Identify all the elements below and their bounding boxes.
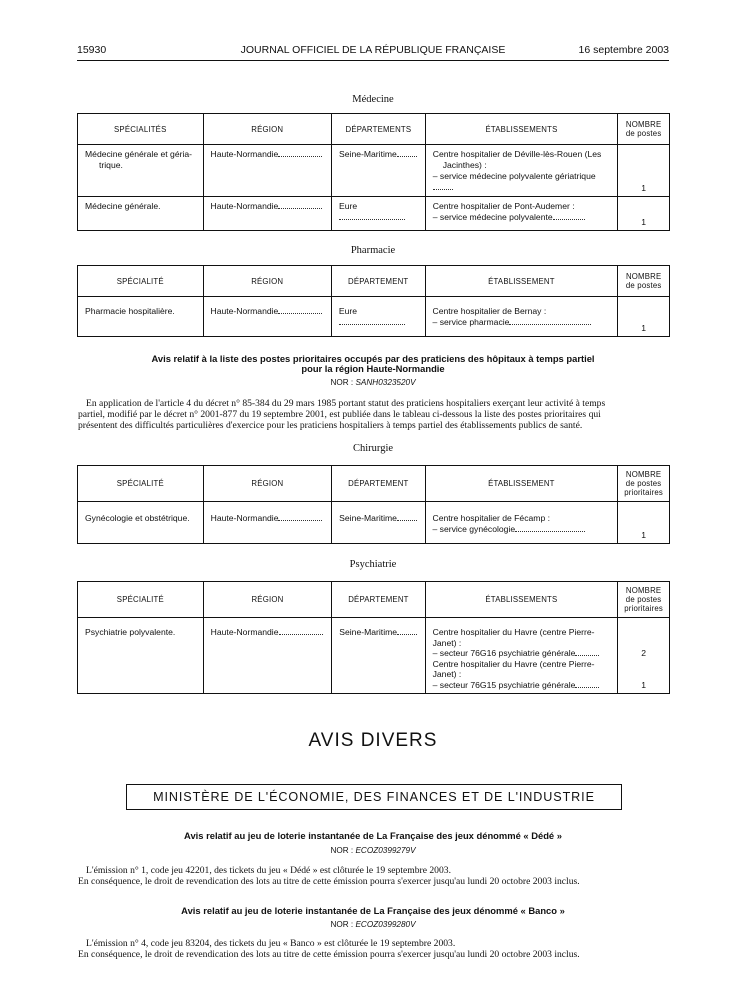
avis-title-postes: Avis relatif à la liste des postes prioritaires occupés par des praticiens des hôpitaux à temps partiel pour la région Haute-Normandie [151, 353, 595, 374]
col-header-etablissements: ÉTABLISSEMENTS [425, 114, 618, 145]
issue-date: 16 septembre 2003 [578, 44, 669, 56]
table-row: Pharmacie hospitalière. Haute-Normandie Eure Centre hospitalier de Bernay : – service pharmacie 1 [78, 297, 670, 337]
region: Haute-Normandie [210, 201, 279, 211]
col-header-region: RÉGION [203, 466, 332, 502]
avis-title-banco: Avis relatif au jeu de loterie instantanée de La Française des jeux dénommé « Banco » [181, 905, 565, 916]
col-header-departement: DÉPARTEMENT [331, 266, 425, 297]
table-row: Gynécologie et obstétrique. Haute-Normandie Seine-Maritime Centre hospitalier de Fécamp : – service gynécologie 1 [78, 502, 670, 544]
poste-count: 1 [641, 183, 647, 193]
etablissement: Centre hospitalier du Havre (centre Pierre-Janet) : [432, 627, 595, 648]
etablissement: Centre hospitalier de Déville-lès-Rouen (Les [432, 149, 602, 159]
table-row: Psychiatrie polyvalente. Haute-Normandie Seine-Maritime Centre hospitalier du Havre (centre Pierre-Janet) : – secteur 76G16 psychiatrie générale Centre hospitalier du Havre (centre Pierre-Janet) : – secteur 76G15 psychiatrie générale 2 1 [78, 618, 670, 694]
etablissement: Centre hospitalier de Pont-Audemer : [432, 201, 575, 211]
section-title-chirurgie: Chirurgie [352, 443, 394, 454]
table-row: Médecine générale et géria- trique. Haute-Normandie Seine-Maritime Centre hospitalier de Déville-lès-Rouen (Les Jacinthes) : – service médecine polyvalente gériatrique 1 [78, 145, 670, 197]
nor-reference: NOR : ECOZ0399280V [330, 920, 416, 929]
specialite: Psychiatrie polyvalente. [85, 627, 176, 637]
ministry-box: MINISTÈRE DE L'ÉCONOMIE, DES FINANCES ET DE L'INDUSTRIE [126, 784, 622, 810]
poste-count: 1 [641, 217, 647, 227]
avis-paragraph-banco: L'émission n° 4, code jeu 83204, des tickets du jeu « Banco » est clôturée le 19 septembre 2003. En conséquence, le droit de revendication des lots au titre de cette émission pourra s'exercer jusqu'au lundi 20 octobre 2003 inclus. [78, 938, 580, 960]
section-heading-avis-divers: AVIS DIVERS [308, 730, 438, 751]
col-header-departements: DÉPARTEMENTS [332, 114, 426, 145]
col-header-nombre-prioritaires: NOMBRE de postes prioritaires [618, 582, 670, 618]
col-header-etablissements: ÉTABLISSEMENTS [425, 582, 618, 618]
departement: Seine-Maritime [339, 149, 397, 159]
departement: Seine-Maritime [339, 627, 398, 637]
table-pharmacie [77, 265, 670, 337]
table-medecine [77, 113, 670, 231]
avis-paragraph-dede: L'émission n° 1, code jeu 42201, des tickets du jeu « Dédé » est clôturée le 19 septembre 2003. En conséquence, le droit de revendication des lots au titre de cette émission pourra s'exercer jusqu'au lundi 20 octobre 2003 inclus. [78, 865, 580, 887]
avis-title-dede: Avis relatif au jeu de loterie instantanée de La Française des jeux dénommé « Dédé » [184, 830, 562, 841]
header-rule [77, 60, 669, 61]
region: Haute-Normandie [210, 627, 279, 637]
col-header-etablissement: ÉTABLISSEMENT [425, 266, 618, 297]
avis-paragraph: En application de l'article 4 du décret n° 85-384 du 29 mars 1985 portant statut des praticiens hospitaliers exerçant leur activité à temps partiel, modifié par le décret n° 2001-877 du 19 septembre 2001, est publiée dans le tableau ci-dessous la liste des postes prioritaires qui présentent des difficultés particulières d'exercice pour les praticiens hospitaliers à temps partiel des établissements publics de santé. [78, 398, 606, 431]
nor-reference: NOR : ECOZ0399279V [330, 846, 416, 855]
region: Haute-Normandie [210, 306, 279, 316]
departement: Eure [338, 306, 358, 316]
specialite: Gynécologie et obstétrique. [85, 513, 190, 523]
col-header-region: RÉGION [203, 582, 332, 618]
section-title-psychiatrie: Psychiatrie [349, 559, 397, 570]
table-psychiatrie [77, 581, 670, 694]
departement: Eure [339, 201, 358, 211]
col-header-region: RÉGION [203, 114, 332, 145]
col-header-region: RÉGION [203, 266, 331, 297]
poste-count: 2 [641, 648, 646, 658]
section-title-medecine: Médecine [352, 94, 394, 105]
table-row: Médecine générale. Haute-Normandie Eure Centre hospitalier de Pont-Audemer : – service médecine polyvalente 1 [78, 197, 670, 231]
col-header-departement: DÉPARTEMENT [332, 466, 425, 502]
etablissement: Centre hospitalier du Havre (centre Pierre-Janet) : [432, 658, 595, 680]
poste-count: 1 [641, 530, 646, 540]
page-number: 15930 [77, 44, 107, 56]
table-chirurgie [77, 465, 670, 544]
section-title-pharmacie: Pharmacie [350, 245, 396, 256]
specialite: Médecine générale et géria- [85, 149, 193, 159]
col-header-specialite: SPÉCIALITÉ [78, 582, 204, 618]
poste-count: 1 [641, 323, 647, 333]
col-header-nombre: NOMBRE de postes [618, 266, 670, 297]
col-header-specialite: SPÉCIALITÉ [78, 466, 204, 502]
departement: Seine-Maritime [339, 513, 397, 523]
etablissement: Centre hospitalier de Bernay : [432, 306, 547, 316]
col-header-nombre-prioritaires: NOMBRE de postes prioritaires [618, 466, 670, 502]
col-header-specialites: SPÉCIALITÉS [78, 114, 204, 145]
col-header-nombre: NOMBRE de postes [618, 114, 670, 145]
col-header-specialite: SPÉCIALITÉ [78, 266, 204, 297]
col-header-etablissement: ÉTABLISSEMENT [425, 466, 618, 502]
etablissement: Centre hospitalier de Fécamp : [432, 513, 551, 523]
poste-count: 1 [641, 679, 646, 690]
journal-title: JOURNAL OFFICIEL DE LA RÉPUBLIQUE FRANÇAISE [240, 44, 506, 56]
specialite: Médecine générale. [85, 201, 161, 211]
nor-reference: NOR : SANH0323520V [330, 378, 416, 387]
col-header-departement: DÉPARTEMENT [332, 582, 425, 618]
region: Haute-Normandie [210, 149, 279, 159]
region: Haute-Normandie [210, 513, 279, 523]
specialite: Pharmacie hospitalière. [85, 306, 175, 316]
